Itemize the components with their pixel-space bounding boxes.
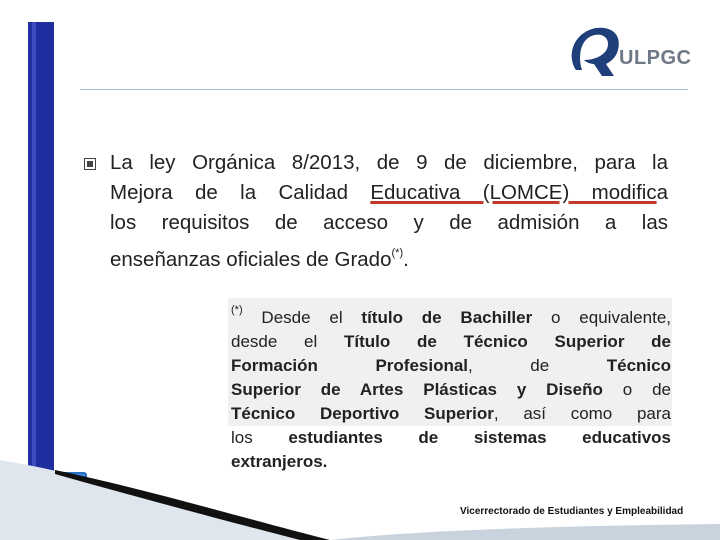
footnote-text: Desde el <box>242 308 362 327</box>
footnote-ref: (*) <box>391 247 404 259</box>
footer-text: Vicerrectorado de Estudiantes y Empleabilidad <box>460 506 684 517</box>
footnote-text: , así como para <box>493 404 671 423</box>
footnote-term: extranjeros. <box>231 452 328 471</box>
footnote-term: estudiantes de sistemas educativos <box>288 428 671 447</box>
footnote-line-3 <box>231 354 671 378</box>
main-line-1: La ley Orgánica 8/2013, de 9 de diciembre, para la <box>110 151 668 174</box>
main-paragraph <box>110 148 668 275</box>
footnote-text: o de <box>602 380 671 399</box>
bottom-swoosh-decoration <box>0 440 720 540</box>
footnote-term: Título de Técnico Superior de <box>344 332 671 351</box>
main-line-4 <box>110 238 668 275</box>
header-divider <box>80 89 688 90</box>
main-line-4-end: . <box>403 248 409 271</box>
footnote-line-5 <box>231 402 671 426</box>
footnote-line-2 <box>231 330 671 354</box>
footnote-term: Técnico <box>606 356 671 375</box>
main-line-2c: a <box>656 181 668 204</box>
square-bullet-icon <box>84 158 96 170</box>
footnote-term: Superior de Artes Plásticas y Diseño <box>231 380 603 399</box>
logo-name: ULPGC <box>619 47 692 69</box>
footnote-text: , de <box>468 356 607 375</box>
main-line-4-text: enseñanzas oficiales de Grado <box>110 248 392 271</box>
left-accent-bar <box>28 22 54 477</box>
footnote-term: título de Bachiller <box>361 308 533 327</box>
footnote-term: Formación Profesional <box>231 356 469 375</box>
footnote-text: los <box>231 428 289 447</box>
footnote-line-4 <box>231 378 671 402</box>
footnote-text: o equivalente, <box>532 308 671 327</box>
footnote-marker: (*) <box>231 304 243 316</box>
lomce-highlight: Educativa (LOMCE) modific <box>370 181 657 204</box>
footnote-line-1 <box>231 298 671 330</box>
main-line-2a: Mejora de la Calidad <box>110 181 371 204</box>
footnote-text: desde el <box>231 332 345 351</box>
main-line-3: los requisitos de acceso y de admisión a las <box>110 211 668 234</box>
main-line-2 <box>110 178 668 208</box>
footnote-term: Técnico Deportivo Superior <box>231 404 494 423</box>
